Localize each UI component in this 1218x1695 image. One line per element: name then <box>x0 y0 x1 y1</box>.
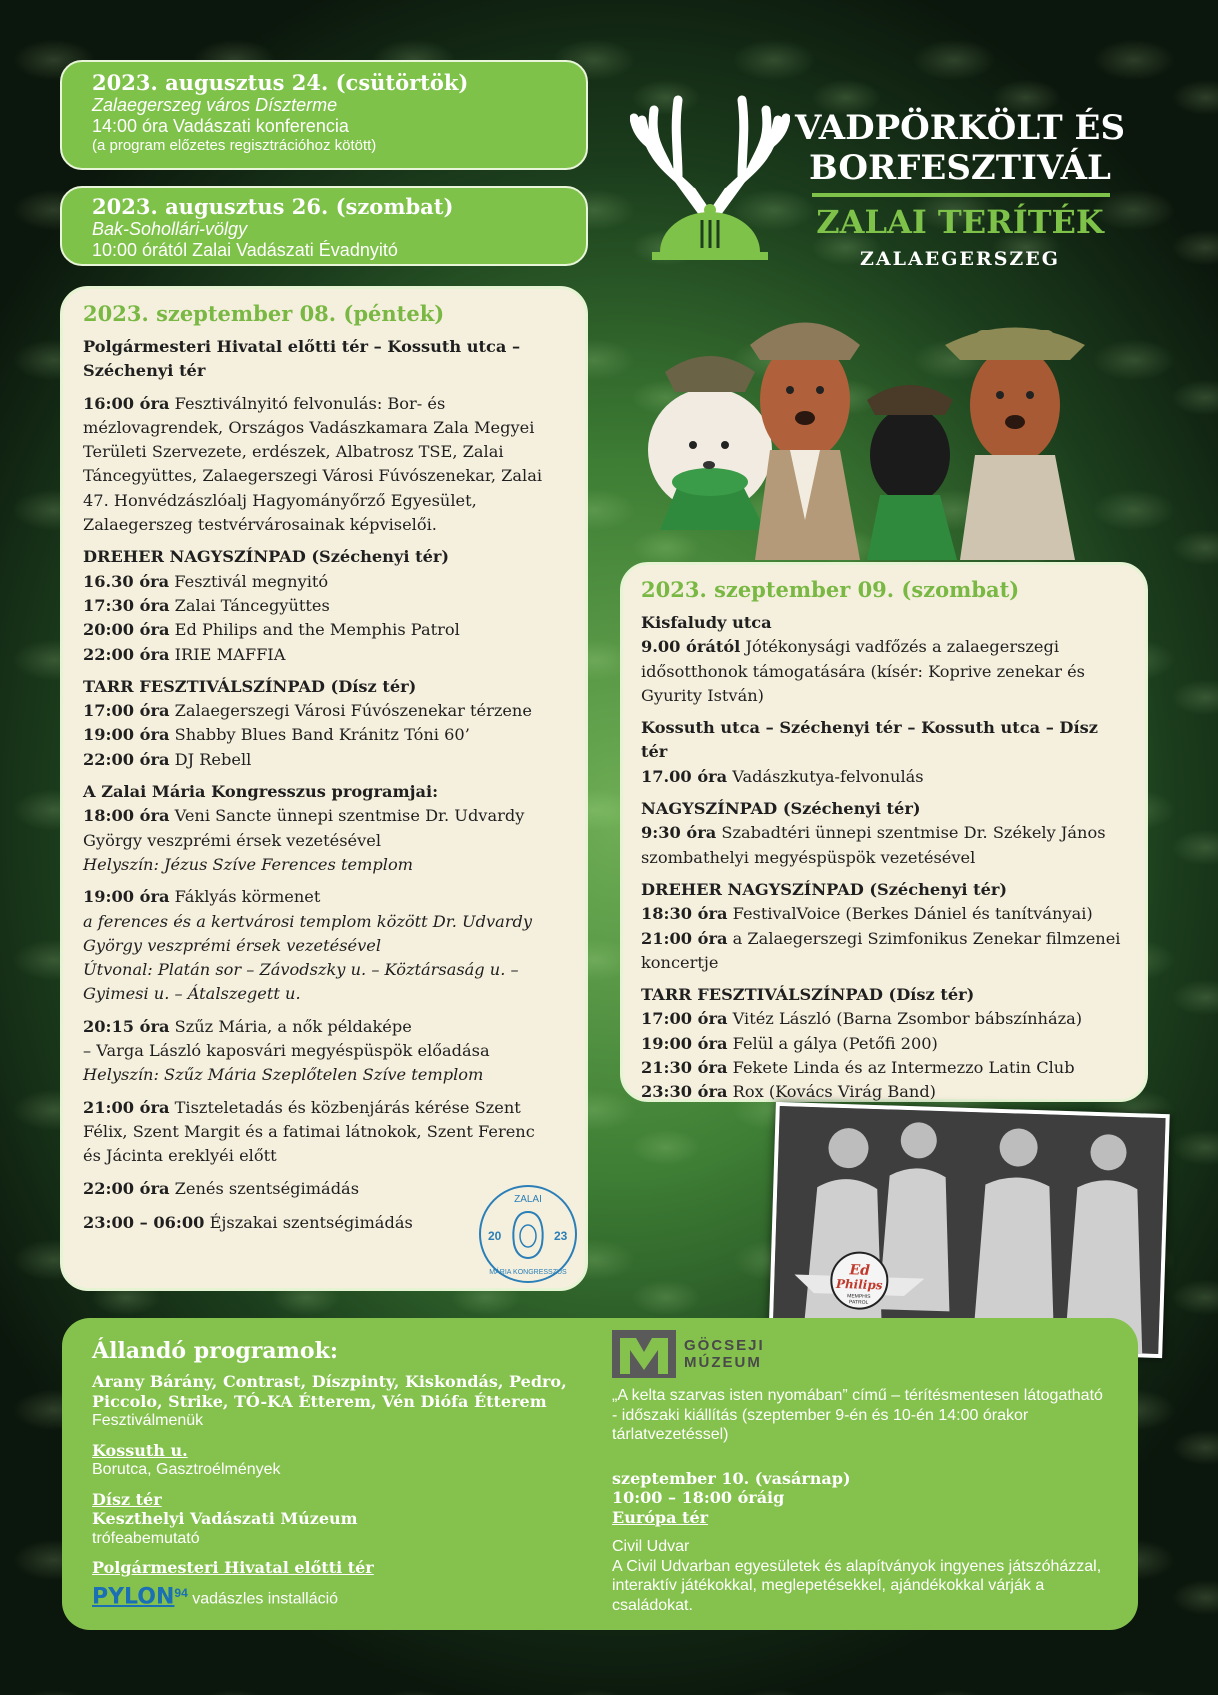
location: Helyszín: Szűz Mária Szeplőtelen Szíve templom <box>83 1065 484 1085</box>
time: 23:30 óra <box>641 1082 728 1102</box>
time: 22:00 óra <box>83 1178 170 1198</box>
sunday-time: 10:00 – 18:00 óráig <box>612 1488 785 1507</box>
aug24-location: Zalaegerszeg város Díszterme <box>92 95 338 115</box>
sunday-place: Európa tér <box>612 1507 709 1527</box>
text: Shabby Blues Band Kránitz Tóni 60’ <box>169 725 470 745</box>
text: Ed Philips and the Memphis Patrol <box>169 620 460 640</box>
band-logo-patrol: PATROL <box>848 1299 869 1306</box>
time: 21:00 óra <box>83 1097 170 1117</box>
seal-top-text: ZALAI <box>514 1194 542 1205</box>
festival-title-2: BORFESZTIVÁL <box>809 148 1111 188</box>
sep09-nagyszinpad <box>641 797 1125 870</box>
text: IRIE MAFFIA <box>169 644 286 664</box>
aug26-date: 2023. augusztus 26. (szombat) <box>92 194 454 219</box>
museum-logo <box>612 1330 1112 1378</box>
aug26-location: Bak-Sohollári-völgy <box>92 219 248 239</box>
location: Helyszín: Jézus Szíve Ferences templom <box>83 854 414 874</box>
sep09-panel <box>620 562 1148 1102</box>
sep08-place: Polgármesteri Hivatal előtti tér – Kossuth utca – Széchenyi tér <box>83 337 521 381</box>
band-logo-memphis: MEMPHIS <box>847 1293 871 1300</box>
hunter-dogs-illustration <box>645 300 1135 560</box>
time: 20:00 óra <box>83 620 170 640</box>
text: Éjszakai szentségimádás <box>204 1212 413 1232</box>
text: Vadászkutya-felvonulás <box>727 766 924 786</box>
sep08-kongresszus-1 <box>83 780 565 877</box>
time: 21:00 óra <box>641 928 728 948</box>
aug26-box <box>60 186 588 266</box>
time: 18:00 óra <box>83 806 170 826</box>
sep08-date: 2023. szeptember 08. (péntek) <box>83 301 445 326</box>
time: 18:30 óra <box>641 904 728 924</box>
sep08-kongresszus-4 <box>83 1096 565 1169</box>
museum-column <box>612 1330 1112 1615</box>
festival-city: ZALAEGERSZEG <box>860 248 1060 270</box>
sep09-tarr <box>641 983 1125 1104</box>
stage-heading: TARR FESZTIVÁLSZÍNPAD (Dísz tér) <box>641 985 975 1005</box>
text: Fesztivál megnyitó <box>169 571 329 591</box>
kossuth-heading: Kossuth u. <box>92 1440 188 1460</box>
stage-heading: DREHER NAGYSZÍNPAD (Széchenyi tér) <box>641 879 1008 899</box>
polg-heading: Polgármesteri Hivatal előtti tér <box>92 1558 374 1577</box>
text: Tiszteletadás és közbenjárás kérése Szent Félix, Szent Margit és a fatimai látnokok, Szent Ferenc és Jácinta ereklyéi előtt <box>83 1097 535 1166</box>
time: 22:00 óra <box>83 749 170 769</box>
kossuth-sub: Borutca, Gasztroélmények <box>92 1461 281 1478</box>
festival-title-1: VADPÖRKÖLT ÉS <box>794 108 1126 148</box>
time: 22:00 óra <box>83 644 170 664</box>
text: Fáklyás körmenet <box>169 887 321 907</box>
text: Fesztiválnyitó felvonulás: Bor- és mézlovagrendek, Országos Vadászkamara Zala Megyei Területi Szervezete, erdészek, Albatrosz TSE, Zalai Táncegyüttes, Zalaegerszegi Városi Fúvószenekar, Zalai 47. Honvédzászlóalj Hagyományőrző Egyesület, Zalaegerszeg testvérvárosainak képviselői. <box>83 393 543 535</box>
text: Zalaegerszegi Városi Fúvószenekar térzene <box>169 701 532 721</box>
section-heading: A Zalai Mária Kongresszus programjai: <box>83 782 439 802</box>
time: 9:30 óra <box>641 823 717 843</box>
disz-museum: Keszthelyi Vadászati Múzeum <box>92 1509 358 1528</box>
seal-year-right: 23 <box>554 1229 568 1243</box>
sep08-tarr <box>83 675 565 772</box>
aug24-note: (a program előzetes regisztrációhoz kötött) <box>92 137 377 154</box>
pylon-logo-sup: 94 <box>174 1585 188 1600</box>
restaurant-sub: Fesztiválmenük <box>92 1412 204 1429</box>
band-members-illustration <box>772 1106 1165 1354</box>
seal-bottom-text: MÁRIA KONGRESSZUS <box>489 1269 567 1276</box>
text: FestivalVoice (Berkes Dániel és tanítványai) <box>727 904 1093 924</box>
permanent-heading: Állandó programok: <box>92 1338 338 1364</box>
time: 19:00 óra <box>83 887 170 907</box>
text: Zenés szentségimádás <box>169 1178 360 1198</box>
text: a Zalaegerszegi Szimfonikus Zenekar filmzenei koncertje <box>641 928 1121 972</box>
sep08-kongresszus-3 <box>83 1015 565 1088</box>
stage-heading: DREHER NAGYSZÍNPAD (Széchenyi tér) <box>83 547 450 567</box>
stage-heading: NAGYSZÍNPAD (Széchenyi tér) <box>641 799 921 819</box>
pylon-logo: PYLON <box>92 1583 175 1609</box>
text: Jótékonysági vadfőzés a zalaegerszegi idősotthonok támogatására (kísér: Koprive zenekar és Gyurity István) <box>641 637 1085 705</box>
permanent-column <box>92 1336 572 1608</box>
sep09-kossuth <box>641 716 1125 789</box>
text: Fekete Linda és az Intermezzo Latin Club <box>727 1058 1075 1078</box>
permanent-programs-panel <box>62 1318 1138 1630</box>
seal-year-left: 20 <box>488 1229 502 1243</box>
time: 17:30 óra <box>83 595 170 615</box>
sep08-dreher <box>83 545 565 666</box>
text: Felül a gálya (Petőfi 200) <box>727 1033 938 1053</box>
sep08-panel <box>60 286 588 1291</box>
sep09-date: 2023. szeptember 09. (szombat) <box>641 577 1020 602</box>
sep09-dreher <box>641 878 1125 975</box>
text: Veni Sancte ünnepi szentmise Dr. Udvardy György veszprémi érsek vezetésével <box>83 806 525 850</box>
place-heading: Kisfaludy utca <box>641 613 772 632</box>
pylon-sub: vadászles installáció <box>187 1589 339 1607</box>
band-logo-ed: Ed <box>849 1262 871 1279</box>
deer-antler-logo <box>630 70 790 270</box>
text: Szűz Mária, a nők példaképe <box>169 1016 412 1036</box>
place-heading: Kossuth utca – Széchenyi tér – Kossuth utca – Dísz tér <box>641 718 1098 762</box>
time: 20:15 óra <box>83 1016 170 1036</box>
aug24-date: 2023. augusztus 24. (csütörtök) <box>92 70 469 95</box>
time: 17:00 óra <box>83 701 170 721</box>
text: Vitéz László (Barna Zsombor bábszínháza) <box>727 1009 1083 1029</box>
time: 19:00 óra <box>641 1033 728 1053</box>
time: 21:30 óra <box>641 1058 728 1078</box>
text: Rox (Kovács Virág Band) <box>727 1082 937 1102</box>
sep08-kongresszus-2 <box>83 885 565 1006</box>
museum-exhibition: „A kelta szarvas isten nyomában” című – térítésmentesen látogatható - időszaki kiállítás (szeptember 9-én és 10-én 14:00 órakor tárlatvezetéssel) <box>612 1387 1103 1443</box>
time: 16:00 óra <box>83 393 170 413</box>
time: 19:00 óra <box>83 725 170 745</box>
sep09-kisfaludy <box>641 611 1125 708</box>
time: 16.30 óra <box>83 571 170 591</box>
text: DJ Rebell <box>169 749 252 769</box>
route: Útvonal: Platán sor – Závodszky u. – Köztársaság u. – Gyimesi u. – Átalszegett u. <box>83 960 519 1004</box>
festival-subtitle: ZALAI TERÍTÉK <box>816 203 1104 241</box>
pylon-line <box>92 1584 572 1609</box>
disz-sub: trófeabemutató <box>92 1529 200 1547</box>
maria-kongresszus-seal <box>476 1182 580 1286</box>
sunday-date: szeptember 10. (vasárnap) <box>612 1468 851 1488</box>
civil-text: A Civil Udvarban egyesületek és alapítványok ingyenes játszóházzal, interaktív játékokkal, meglepetésekkel, ajándékokkal várják a családokat. <box>612 1557 1102 1614</box>
museum-icon <box>612 1330 676 1378</box>
restaurant-list: Arany Bárány, Contrast, Díszpinty, Kiskondás, Pedro, Piccolo, Strike, TÓ-KA Étterem, Vén Diófa Étterem <box>92 1372 567 1411</box>
title-divider <box>812 193 1110 197</box>
detail: a ferences és a kertvárosi templom között Dr. Udvardy György veszprémi érsek vezetésével <box>83 911 533 955</box>
speaker: – Varga László kaposvári megyéspüspök előadása <box>83 1041 490 1061</box>
aug24-time: 14:00 óra Vadászati konferencia <box>92 116 349 136</box>
time: 23:00 – 06:00 <box>83 1212 205 1232</box>
museum-name-2: MÚZEUM <box>684 1354 762 1371</box>
time: 17.00 óra <box>641 766 728 786</box>
text: Szabadtéri ünnepi szentmise Dr. Székely János szombathelyi megyéspüspök vezetésével <box>641 823 1106 867</box>
band-logo-philips: Philips <box>835 1276 883 1293</box>
civil-heading: Civil Udvar <box>612 1538 690 1555</box>
aug24-box <box>60 60 588 170</box>
stage-heading: TARR FESZTIVÁLSZÍNPAD (Dísz tér) <box>83 676 417 696</box>
text: Zalai Táncegyüttes <box>169 595 330 615</box>
museum-name-1: GÖCSEJI <box>684 1337 765 1354</box>
time: 17:00 óra <box>641 1009 728 1029</box>
time: 9.00 órától <box>641 637 741 657</box>
disz-heading: Dísz tér <box>92 1489 162 1509</box>
sep08-opening <box>83 392 565 538</box>
aug26-time: 10:00 órától Zalai Vadászati Évadnyitó <box>92 240 398 260</box>
